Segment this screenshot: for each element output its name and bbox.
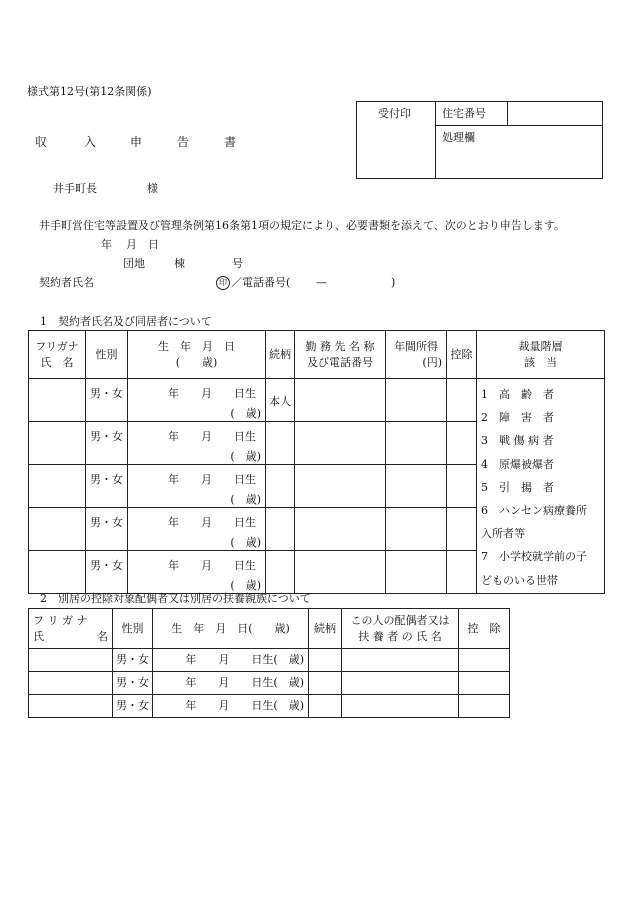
header-birth-label: 生 年 月 日 xyxy=(158,339,235,353)
sex-cell[interactable]: 男・女 xyxy=(113,672,153,695)
header-name-left: 氏 xyxy=(33,629,44,643)
work-cell[interactable] xyxy=(295,379,386,422)
category-item: どものいる世帯 xyxy=(481,573,558,587)
name-cell[interactable] xyxy=(29,379,86,422)
relation-cell[interactable] xyxy=(266,551,295,594)
relation-cell[interactable] xyxy=(266,465,295,508)
receipt-stamp-label: 受付印 xyxy=(378,107,411,120)
house-number-label: 住宅番号 xyxy=(442,107,486,120)
category-item: 7 小学校就学前の子 xyxy=(481,550,587,564)
age-text: ( 歳) xyxy=(230,407,261,420)
birth-text: 年 月 日生 xyxy=(168,430,256,443)
header-relation: 続柄 xyxy=(309,609,342,649)
age-text: ( 歳) xyxy=(230,579,261,592)
header-income-unit: (円) xyxy=(422,355,442,369)
work-cell[interactable] xyxy=(295,465,386,508)
header-work-phone: 及び電話番号 xyxy=(307,355,373,369)
work-cell[interactable] xyxy=(295,508,386,551)
category-item: 入所者等 xyxy=(481,527,525,541)
birth-cell[interactable] xyxy=(128,551,266,594)
income-cell[interactable] xyxy=(386,422,447,465)
header-sex: 性別 xyxy=(86,331,128,379)
name-cell[interactable] xyxy=(29,465,86,508)
date-year: 年 xyxy=(101,238,112,251)
processing-label: 処理欄 xyxy=(442,131,475,144)
title-char: 告 xyxy=(177,135,190,149)
title-char: 書 xyxy=(224,135,237,149)
name-cell[interactable] xyxy=(29,649,113,672)
age-text: ( 歳) xyxy=(230,450,261,463)
birth-cell[interactable] xyxy=(128,508,266,551)
birth-cell[interactable] xyxy=(128,379,266,422)
header-name xyxy=(33,629,108,645)
phone-dash: — xyxy=(316,276,327,289)
header-age-label: ( 歳) xyxy=(175,355,218,369)
income-cell[interactable] xyxy=(386,508,447,551)
deduction-cell[interactable] xyxy=(447,422,477,465)
header-furigana: フ リ ガ ナ xyxy=(33,613,88,627)
category-list xyxy=(477,379,604,592)
header-spouse-line2: 扶 養 者 の 氏 名 xyxy=(358,629,442,643)
work-cell[interactable] xyxy=(295,551,386,594)
name-cell[interactable] xyxy=(29,695,113,718)
section1-title: 1 契約者氏名及び同居者について xyxy=(40,315,212,328)
address-building: 棟 xyxy=(174,257,185,270)
addressee: 井手町長 xyxy=(53,182,97,195)
name-cell[interactable] xyxy=(29,672,113,695)
sex-cell[interactable]: 男・女 xyxy=(86,379,128,422)
table-row xyxy=(29,649,510,672)
title-char: 申 xyxy=(130,135,143,149)
birth-cell[interactable]: 年 月 日生( 歳) xyxy=(153,695,309,718)
category-item: 4 原爆被爆者 xyxy=(481,457,554,471)
table-row xyxy=(29,695,510,718)
header-deduction: 控 除 xyxy=(459,609,510,649)
table-row xyxy=(29,379,605,422)
header-birth xyxy=(128,331,266,379)
relation-cell[interactable] xyxy=(309,695,342,718)
header-income-label: 年間所得 xyxy=(394,339,438,353)
relation-cell[interactable] xyxy=(309,672,342,695)
spouse-cell[interactable] xyxy=(342,672,459,695)
header-category-label: 裁量階層 xyxy=(518,339,563,353)
header-furigana: フリガナ xyxy=(35,339,79,353)
work-cell[interactable] xyxy=(295,422,386,465)
birth-text: 年 月 日生 xyxy=(168,516,256,529)
deduction-cell[interactable] xyxy=(447,379,477,422)
spouse-cell[interactable] xyxy=(342,695,459,718)
birth-cell[interactable] xyxy=(128,422,266,465)
deduction-cell[interactable] xyxy=(459,695,510,718)
income-cell[interactable] xyxy=(386,551,447,594)
sex-cell[interactable]: 男・女 xyxy=(86,508,128,551)
relation-cell[interactable] xyxy=(309,649,342,672)
dependents-table xyxy=(28,608,510,718)
birth-text: 年 月 日生 xyxy=(168,473,256,486)
age-text: ( 歳) xyxy=(230,493,261,506)
deduction-cell[interactable] xyxy=(459,649,510,672)
header-work xyxy=(295,331,386,379)
category-item: 3 戦 傷 病 者 xyxy=(481,434,554,448)
date-month: 月 xyxy=(126,238,137,251)
birth-text: 年 月 日生 xyxy=(168,559,256,572)
name-cell[interactable] xyxy=(29,551,86,594)
header-category-applies: 該 当 xyxy=(524,355,557,369)
header-deduction: 控除 xyxy=(447,331,477,379)
receipt-box xyxy=(356,101,603,179)
header-sex: 性別 xyxy=(113,609,153,649)
category-item: 1 高 齢 者 xyxy=(481,388,554,401)
seal-mark: 印 xyxy=(216,276,230,290)
birth-cell[interactable]: 年 月 日生( 歳) xyxy=(153,672,309,695)
contractor-name-label: 契約者氏名 xyxy=(39,276,94,289)
deduction-cell[interactable] xyxy=(447,465,477,508)
name-cell[interactable] xyxy=(29,422,86,465)
table-header-row xyxy=(29,609,510,649)
name-cell[interactable] xyxy=(29,508,86,551)
header-category xyxy=(477,331,605,379)
header-spouse-line1: この人の配偶者又は xyxy=(350,613,450,627)
header-income xyxy=(386,331,447,379)
section2-title: 2 別居の控除対象配偶者又は別居の扶養親族について xyxy=(40,592,311,605)
title-char: 収 xyxy=(35,135,48,149)
intro-text: 井手町営住宅等設置及び管理条例第16条第1項の規定により、必要書類を添えて、次のとおり申告します。 xyxy=(39,219,565,232)
relation-cell[interactable] xyxy=(266,508,295,551)
header-spouse xyxy=(342,609,459,649)
deduction-cell[interactable] xyxy=(447,551,477,594)
sex-cell[interactable]: 男・女 xyxy=(86,465,128,508)
household-table xyxy=(28,330,605,594)
income-cell[interactable] xyxy=(386,379,447,422)
address-complex: 団地 xyxy=(123,257,145,270)
spouse-cell[interactable] xyxy=(342,649,459,672)
addressee-suffix: 様 xyxy=(147,182,158,195)
sex-cell[interactable]: 男・女 xyxy=(113,695,153,718)
phone-label: ／電話番号( xyxy=(231,276,291,289)
sex-cell[interactable]: 男・女 xyxy=(113,649,153,672)
relation-cell[interactable] xyxy=(266,422,295,465)
deduction-cell[interactable] xyxy=(447,508,477,551)
category-cell[interactable] xyxy=(477,379,605,594)
table-header-row xyxy=(29,331,605,379)
category-item: 6 ハンセン病療養所 xyxy=(481,504,587,518)
address-number: 号 xyxy=(232,257,243,270)
sex-cell[interactable]: 男・女 xyxy=(86,551,128,594)
header-relation: 続柄 xyxy=(266,331,295,379)
income-cell[interactable] xyxy=(386,465,447,508)
sex-cell[interactable]: 男・女 xyxy=(86,422,128,465)
phone-close: ) xyxy=(391,276,396,289)
birth-cell[interactable] xyxy=(128,465,266,508)
table-row xyxy=(29,672,510,695)
relation-cell[interactable]: 本人 xyxy=(266,379,295,422)
header-name-right: 名 xyxy=(97,629,108,643)
form-number: 様式第12号(第12条関係) xyxy=(27,85,152,98)
deduction-cell[interactable] xyxy=(459,672,510,695)
age-text: ( 歳) xyxy=(230,536,261,549)
title-char: 入 xyxy=(84,135,97,149)
category-item: 5 引 揚 者 xyxy=(481,480,554,494)
header-work-name: 勤 務 先 名 称 xyxy=(305,339,375,353)
category-item: 2 障 害 者 xyxy=(481,411,554,425)
birth-cell[interactable]: 年 月 日生( 歳) xyxy=(153,649,309,672)
header-furigana-name xyxy=(29,609,113,649)
date-day: 日 xyxy=(148,238,159,251)
header-name: 氏 名 xyxy=(40,355,74,369)
header-furigana-name xyxy=(29,331,86,379)
header-birth: 生 年 月 日( 歳) xyxy=(153,609,309,649)
birth-text: 年 月 日生 xyxy=(168,387,256,400)
